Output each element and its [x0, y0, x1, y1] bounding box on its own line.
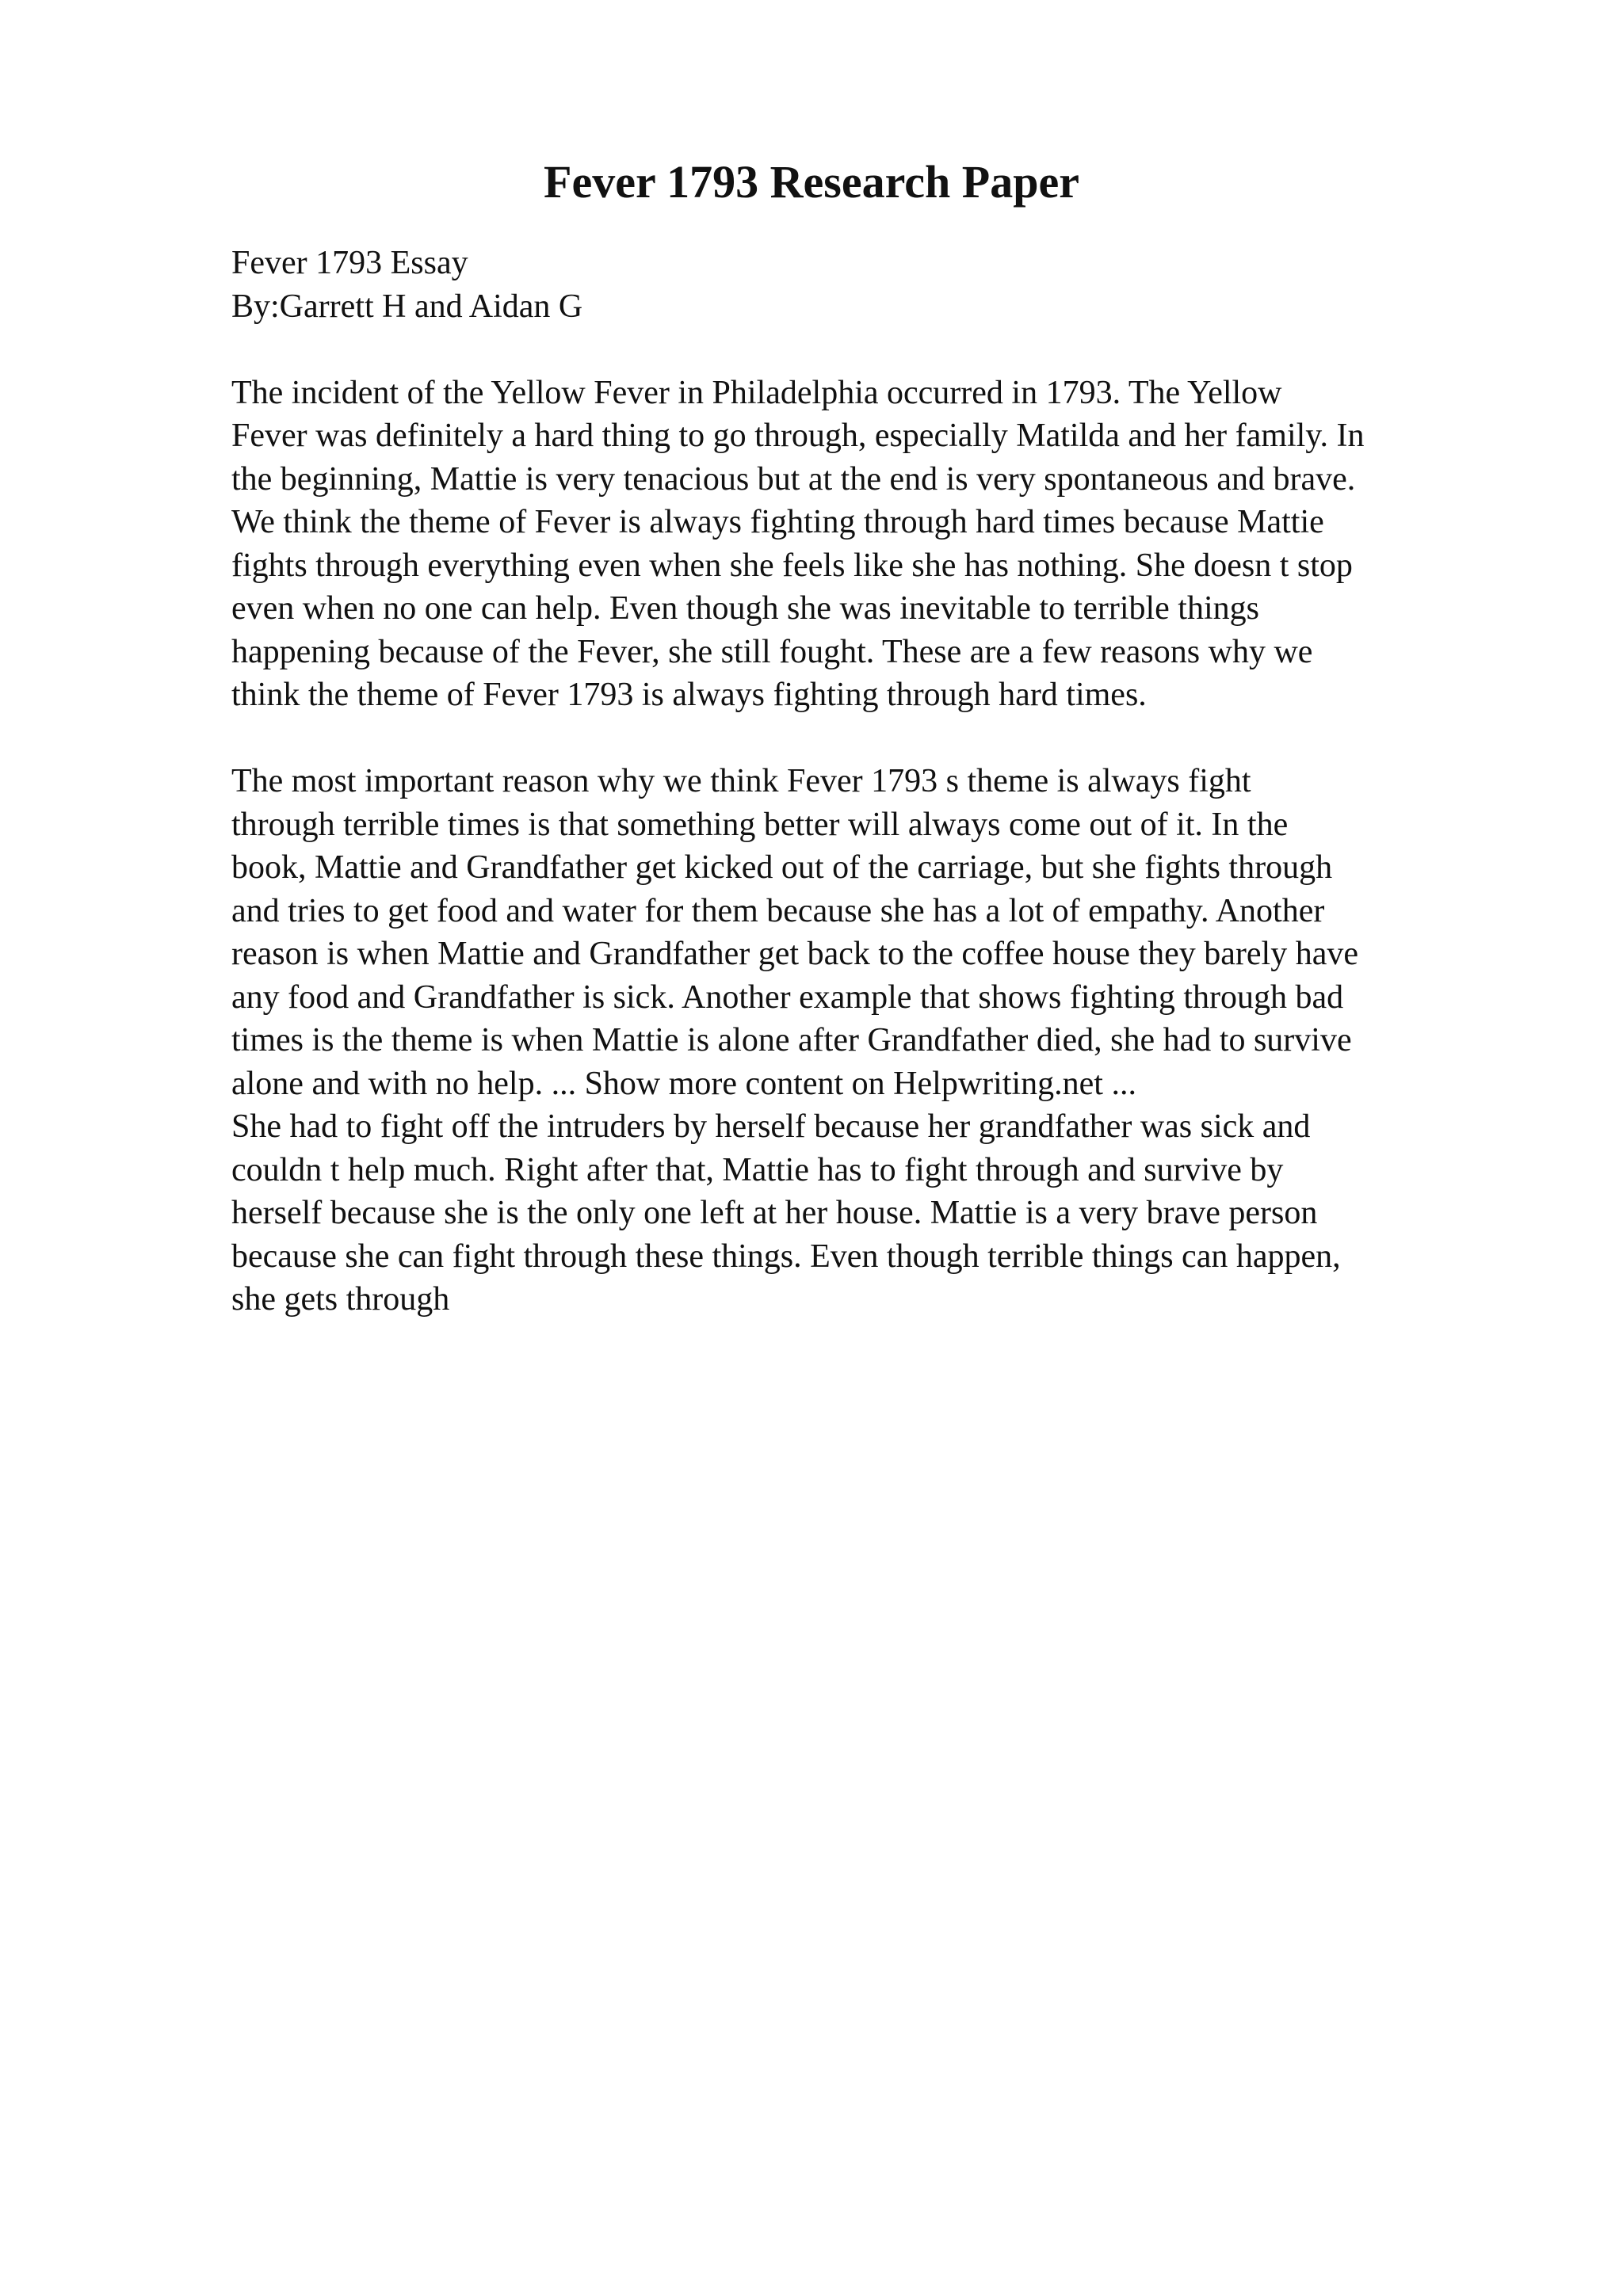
paragraph-line: any food and Grandfather is sick. Another example that shows fighting through bad [231, 978, 1344, 1016]
paragraph-line: even when no one can help. Even though she was inevitable to terrible things [231, 590, 1259, 627]
paragraph-line: The most important reason why we think Fever 1793 s theme is always fight [231, 763, 1251, 799]
paragraph-line: couldn t help much. Right after that, Mattie has to fight through and survive by [231, 1151, 1284, 1188]
paragraph-spacer [231, 717, 1515, 761]
paragraph-line: She had to fight off the intruders by herself because her grandfather was sick and [231, 1108, 1311, 1145]
paragraph-line: the beginning, Mattie is very tenacious but at the end is very spontaneous and brave. [231, 460, 1356, 498]
document-body [231, 242, 1515, 1322]
paragraph-line: she gets through [231, 1281, 450, 1318]
paragraph-spacer [231, 328, 1515, 372]
paragraph-line: think the theme of Fever 1793 is always fighting through hard times. [231, 677, 1147, 713]
paragraph-line: book, Mattie and Grandfather get kicked out of the carriage, but she fights through [231, 849, 1333, 886]
paragraph-line: We think the theme of Fever is always fighting through hard times because Mattie [231, 504, 1324, 540]
paragraph-line: and tries to get food and water for them because she has a lot of empathy. Another [231, 892, 1325, 929]
paragraph-line: times is the theme is when Mattie is alone after Grandfather died, she had to survive [231, 1022, 1352, 1058]
paragraph-line: through terrible times is that something better will always come out of it. In the [231, 806, 1289, 843]
paragraph-line: The incident of the Yellow Fever in Philadelphia occurred in 1793. The Yellow [231, 374, 1282, 411]
paragraph-line: herself because she is the only one left at her house. Mattie is a very brave person [231, 1195, 1318, 1231]
paragraph-line: happening because of the Fever, she still fought. These are a few reasons why we [231, 633, 1313, 670]
paragraph-line: because she can fight through these things. Even though terrible things can happen, [231, 1238, 1341, 1275]
page-title: Fever 1793 Research Paper [544, 156, 1079, 208]
paragraph-line: fights through everything even when she feels like she has nothing. She doesn t stop [231, 547, 1353, 584]
paragraph-line: alone and with no help. ... Show more content on Helpwriting.net ... [231, 1065, 1136, 1102]
essay-subtitle: Fever 1793 Essay [231, 245, 468, 281]
essay-authors: By:Garrett H and Aidan G [231, 288, 583, 325]
paragraph-2 [231, 760, 1515, 1322]
paragraph-line: reason is when Mattie and Grandfather get back to the coffee house they barely have [231, 936, 1358, 972]
paragraph-line: Fever was definitely a hard thing to go through, especially Matilda and her family. In [231, 418, 1365, 454]
paragraph-1 [231, 372, 1515, 717]
